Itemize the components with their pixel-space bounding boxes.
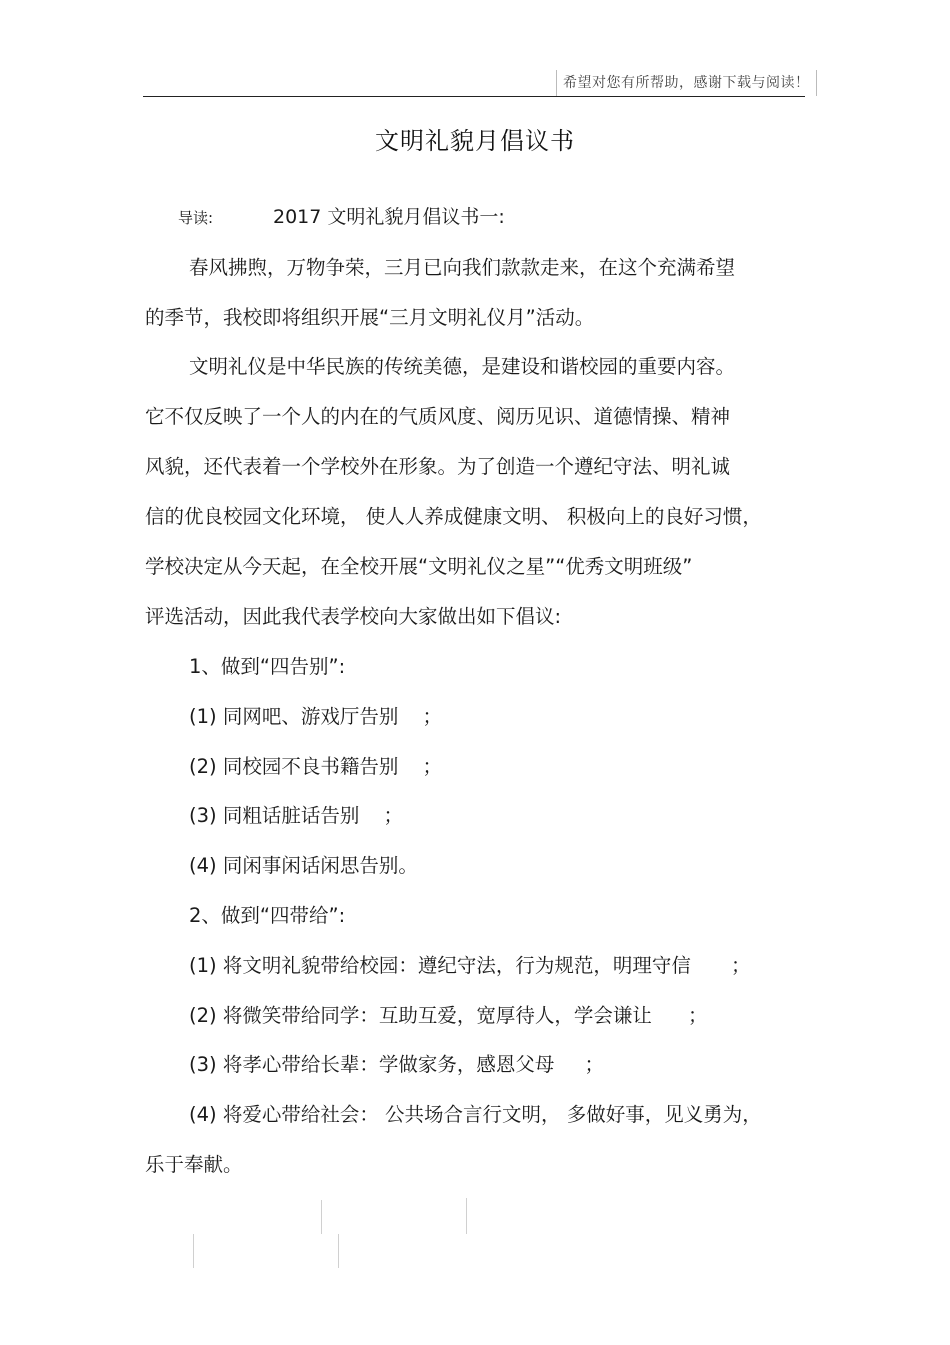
list-item bbox=[189, 703, 442, 731]
list-item bbox=[189, 1002, 708, 1030]
list-item-end: ； bbox=[422, 755, 443, 778]
list-item-number: (3) bbox=[189, 1053, 217, 1076]
paragraph-line: 信的优良校园文化环境， 使人人养成健康文明、 积极向上的良好习惯， bbox=[145, 505, 762, 528]
list-item bbox=[189, 952, 751, 980]
section-heading: 1、做到“四告别”: bbox=[189, 655, 346, 678]
list-item-end: ； bbox=[383, 804, 404, 827]
paragraph-line: 它不仅反映了一个人的内在的气质风度、阅历见识、道德情操、精神 bbox=[145, 405, 731, 428]
list-item-text: 同校园不良书籍告别 bbox=[222, 755, 399, 778]
list-item bbox=[189, 1051, 604, 1079]
paragraph-line: 风貌，还代表着一个学校外在形象。为了创造一个遵纪守法、明礼诚 bbox=[145, 455, 731, 478]
list-item-number: (3) bbox=[189, 804, 217, 827]
paragraph-line: 春风拂煦，万物争荣，三月已向我们款款走来，在这个充满希望 bbox=[189, 256, 736, 279]
paragraph-line: 评选活动，因此我代表学校向大家做出如下倡议: bbox=[145, 605, 562, 628]
list-item-end: ； bbox=[731, 954, 751, 977]
list-item bbox=[189, 1101, 762, 1129]
lead-label: 导读: bbox=[178, 209, 214, 227]
list-item-end: ； bbox=[584, 1053, 605, 1076]
list-item-number: (2) bbox=[189, 1004, 217, 1027]
list-item bbox=[189, 852, 418, 880]
paragraph-line: 学校决定从今天起，在全校开展“文明礼仪之星”“优秀文明班级” bbox=[145, 555, 693, 578]
list-item-text: 将爱心带给社会： 公共场合言行文明， 多做好事，见义勇为， bbox=[222, 1103, 762, 1126]
section-heading: 2、做到“四带给”: bbox=[189, 904, 346, 927]
list-item bbox=[189, 753, 442, 781]
list-item-text: 同闲事闲话闲思告别。 bbox=[222, 854, 418, 877]
lead-text: 2017 文明礼貌月倡议书一: bbox=[273, 206, 505, 228]
list-item bbox=[189, 802, 403, 830]
list-item-number: (4) bbox=[189, 854, 217, 877]
list-item-number: (1) bbox=[189, 954, 217, 977]
decorative-line bbox=[338, 1234, 339, 1268]
list-item-end: ； bbox=[422, 705, 443, 728]
list-item-text: 将文明礼貌带给校园：遵纪守法，行为规范，明理守信 bbox=[222, 954, 691, 977]
list-item-text: 将孝心带给长辈：学做家务，感恩父母 bbox=[222, 1053, 555, 1076]
header-note: 希望对您有所帮助，感谢下载与阅读！ bbox=[556, 70, 817, 96]
list-item-text: 将微笑带给同学：互助互爱，宽厚待人，学会谦让 bbox=[222, 1004, 652, 1027]
decorative-line bbox=[466, 1198, 467, 1234]
paragraph-line: 乐于奉献。 bbox=[145, 1153, 243, 1176]
paragraph-line: 文明礼仪是中华民族的传统美德，是建设和谐校园的重要内容。 bbox=[189, 355, 736, 378]
list-item-number: (1) bbox=[189, 705, 217, 728]
document-title: 文明礼貌月倡议书 bbox=[375, 127, 575, 155]
list-item-text: 同网吧、游戏厅告别 bbox=[222, 705, 399, 728]
paragraph-line: 的季节，我校即将组织开展“三月文明礼仪月”活动。 bbox=[145, 306, 595, 329]
decorative-line bbox=[193, 1234, 194, 1268]
list-item-number: (2) bbox=[189, 755, 217, 778]
list-item-text: 同粗话脏话告别 bbox=[222, 804, 360, 827]
header-divider bbox=[143, 96, 805, 97]
list-item-end: ； bbox=[688, 1004, 708, 1027]
decorative-line bbox=[321, 1200, 322, 1234]
list-item-number: (4) bbox=[189, 1103, 217, 1126]
